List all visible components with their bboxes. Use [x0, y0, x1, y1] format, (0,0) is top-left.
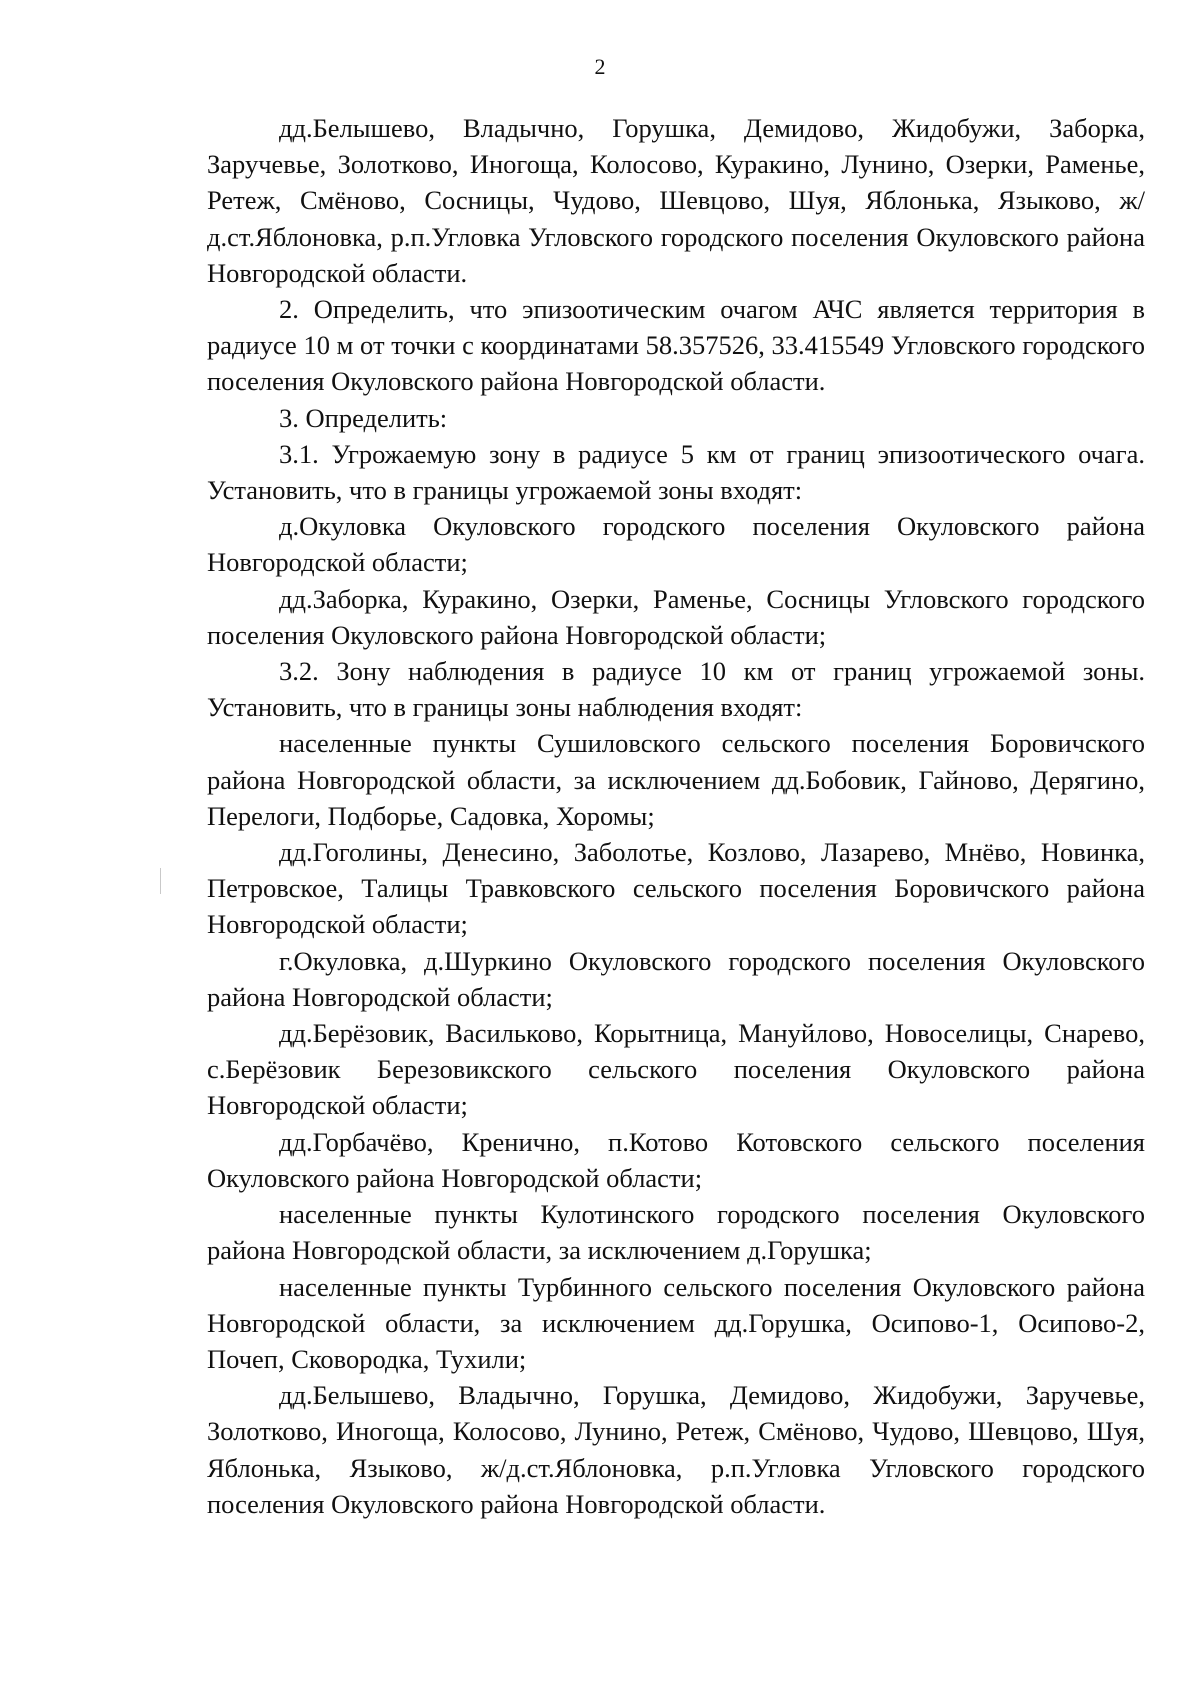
paragraph-item-3-determine: 3. Определить:: [279, 402, 448, 433]
paragraph-observation-sushilovo: населенные пункты Сушиловского сельского поселения Боровичского района Новгородской области, за исключением дд.Бобовик, Гайново, Дерягино, Перелоги, Подборье, Садовка, Хоромы;: [207, 728, 1145, 831]
paragraph-observation-kulotino: населенные пункты Кулотинского городского поселения Окуловского района Новгородской области, за исключением д.Горушка;: [207, 1199, 1145, 1266]
paragraph-observation-uglovka: дд.Белышево, Владычно, Горушка, Демидово, Жидобужи, Заручевье, Золотково, Иногоща, Колосово, Лунино, Ретеж, Смёново, Чудово, Шевцово, Шуя, Яблонька, Языково, ж/д.ст.Яблоновка, р.п.Угловка Угловского городского поселения Окуловского района Новгородской области.: [207, 1380, 1145, 1519]
paragraph-item-3-1-threatened-zone: 3.1. Угрожаемую зону в радиусе 5 км от границ эпизоотического очага. Установить, что в границы угрожаемой зоны входят:: [207, 438, 1145, 506]
page-number: 2: [594, 54, 606, 79]
paragraph-observation-kotovo: дд.Горбачёво, Кренично, п.Котово Котовского сельского поселения Окуловского района Новгородской области;: [207, 1126, 1145, 1193]
scan-artifact-mark: [160, 868, 161, 894]
paragraph-threatened-okulovka: д.Окуловка Окуловского городского поселения Окуловского района Новгородской области;: [207, 511, 1145, 578]
paragraph-observation-turbinny: населенные пункты Турбинного сельского поселения Окуловского района Новгородской области, за исключением дд.Горушка, Осипово-1, Осипово-2, Почеп, Сковородка, Тухили;: [207, 1271, 1145, 1374]
paragraph-observation-okulovka-town: г.Окуловка, д.Шуркино Окуловского городского поселения Окуловского района Новгородской области;: [207, 945, 1145, 1012]
paragraph-threatened-uglovka-villages: дд.Заборка, Куракино, Озерки, Раменье, Сосницы Угловского городского поселения Окуловского района Новгородской области;: [207, 583, 1145, 650]
paragraph-observation-travkovo: дд.Гоголины, Денесино, Заболотье, Козлово, Лазарево, Мнёво, Новинка, Петровское, Талицы Травковского сельского поселения Боровичского района Новгородской области;: [207, 837, 1145, 940]
paragraph-observation-berezovik: дд.Берёзовик, Васильково, Корытница, Мануйлово, Новоселицы, Снарево, с.Берёзовик Березовикского сельского поселения Окуловского района Новгородской области;: [207, 1018, 1145, 1121]
document-body: [207, 110, 1145, 1522]
paragraph-item-2-outbreak-focus: 2. Определить, что эпизоотическим очагом АЧС является территория в радиусе 10 м от точки с координатами 58.357526, 33.415549 Угловского городского поселения Окуловского района Новгородской области.: [207, 294, 1145, 397]
paragraph-item-3-2-observation-zone: 3.2. Зону наблюдения в радиусе 10 км от границ угрожаемой зоны. Установить, что в границы зоны наблюдения входят:: [207, 656, 1145, 723]
paragraph-village-list-continued: дд.Белышево, Владычно, Горушка, Демидово, Жидобужи, Заборка, Заручевье, Золотково, Иногоща, Колосово, Куракино, Лунино, Озерки, Раменье, Ретеж, Смёново, Сосницы, Чудово, Шевцово, Шуя, Яблонька, Языково, ж/д.ст.Яблоновка, р.п.Угловка Угловского городского поселения Окуловского района Новгородской области.: [207, 113, 1145, 288]
